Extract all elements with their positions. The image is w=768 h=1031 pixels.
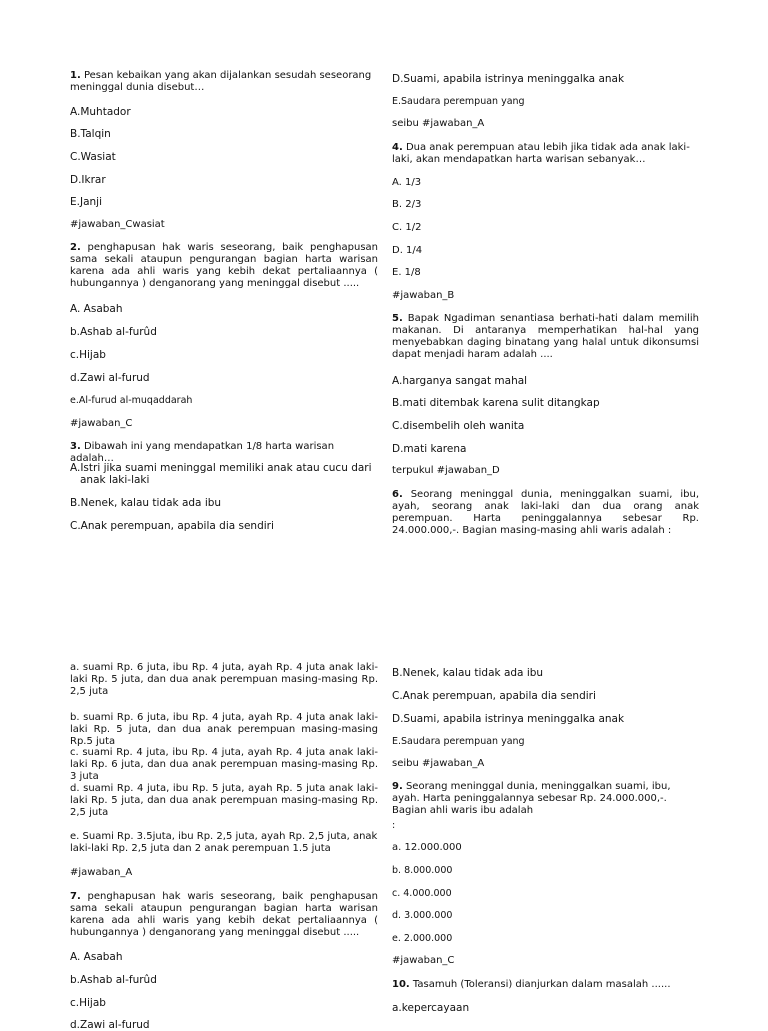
option: D.Ikrar xyxy=(70,174,106,186)
answer-key: #jawaban_C xyxy=(392,955,455,966)
question-text: penghapusan hak waris seseorang, baik penghapusan sama sekali ataupun pengurangan bagian harta warisan karena ada ahli waris yang kebih dekat pertaliaannya ( hubungannya ) denganorang yang meninggal disebut ..... xyxy=(70,891,378,938)
option: A. 1/3 xyxy=(392,177,422,188)
option: e. 2.000.000 xyxy=(392,933,453,944)
option: A. Asabah xyxy=(70,303,123,315)
option: e.Al-furud al-muqaddarah xyxy=(70,395,193,406)
question-text: Dibawah ini yang mendapatkan 1/8 harta warisan adalah… xyxy=(70,441,335,464)
question-number: 4. xyxy=(392,142,403,153)
answer-key: #jawaban_C xyxy=(70,418,133,429)
option: D.Suami, apabila istrinya meninggalka anak xyxy=(392,73,625,85)
option: D.mati karena xyxy=(392,443,467,455)
option: B.Nenek, kalau tidak ada ibu xyxy=(392,667,544,679)
option: E.Saudara perempuan yang xyxy=(392,96,525,107)
option: B.mati ditembak karena sulit ditangkap xyxy=(392,397,600,409)
answer-key: #jawaban_A xyxy=(70,867,133,878)
option: b. suami Rp. 6 juta, ibu Rp. 4 juta, ayah Rp. 4 juta anak laki-laki Rp. 5 juta, dan dua anak perempuan masing-masing Rp.5 juta xyxy=(70,712,378,747)
question-number: 2. xyxy=(70,242,81,253)
answer-key: #jawaban_B xyxy=(392,290,455,301)
question-text: Seorang meninggal dunia, meninggalkan suami, ibu, ayah. Harta peninggalannya sebesar Rp. 24.000.000,-. Bagian ahli waris ibu adalah xyxy=(392,781,671,816)
option: d. suami Rp. 4 juta, ibu Rp. 5 juta, ayah Rp. 5 juta anak laki-laki Rp. 5 juta, dan dua anak perempuan masing-masing Rp. 2,5 juta xyxy=(70,783,378,818)
option: b.Ashab al-furûd xyxy=(70,974,157,986)
question-number: 1. xyxy=(70,70,81,81)
answer-key: terpukul #jawaban_D xyxy=(392,465,500,476)
question-colon: : xyxy=(392,820,396,831)
question-text: Bapak Ngadiman senantiasa berhati-hati dalam memilih makanan. Di antaranya memperhatikan hal-hal yang menyebabkan daging binatang yang halal untuk dikonsumsi dapat menjadi haram adalah .... xyxy=(392,313,700,360)
question-number: 10. xyxy=(392,979,410,990)
question-text: penghapusan hak waris seseorang, baik penghapusan sama sekali ataupun pengurangan bagian harta warisan karena ada ahli waris yang kebih dekat pertaliaannya ( hubungannya ) denganorang yang meninggal disebut ..... xyxy=(70,242,378,289)
option: c. 4.000.000 xyxy=(392,888,452,899)
option: C.disembelih oleh wanita xyxy=(392,420,525,432)
option: C. 1/2 xyxy=(392,222,422,233)
option: D. 1/4 xyxy=(392,245,423,256)
option: B.Nenek, kalau tidak ada ibu xyxy=(70,497,222,509)
question-text: Tasamuh (Toleransi) dianjurkan dalam masalah ...... xyxy=(412,979,671,990)
option: E. 1/8 xyxy=(392,267,421,278)
option: C.Anak perempuan, apabila dia sendiri xyxy=(70,520,274,532)
question-number: 3. xyxy=(70,441,81,452)
option: E.Janji xyxy=(70,196,102,208)
question-number: 7. xyxy=(70,891,81,902)
option: A.harganya sangat mahal xyxy=(392,375,528,387)
option: a. 12.000.000 xyxy=(392,842,462,853)
option: b. 8.000.000 xyxy=(392,865,453,876)
option: A.Istri jika suami meninggal memiliki anak atau cucu dari anak laki-laki xyxy=(70,462,372,486)
question-number: 9. xyxy=(392,781,403,792)
option: c.Hijab xyxy=(70,997,106,1009)
option: d.Zawi al-furud xyxy=(70,1019,150,1031)
question-number: 6. xyxy=(392,489,403,500)
question-text: Dua anak perempuan atau lebih jika tidak ada anak laki-laki, akan mendapatkan harta warisan sebanyak… xyxy=(392,142,690,165)
option: d.Zawi al-furud xyxy=(70,372,150,384)
question-text: Pesan kebaikan yang akan dijalankan sesudah seseorang meninggal dunia disebut… xyxy=(70,70,372,93)
question-10 xyxy=(392,979,692,991)
answer-key: seibu #jawaban_A xyxy=(392,118,485,129)
option: C.Wasiat xyxy=(70,151,116,163)
option: e. Suami Rp. 3.5juta, ibu Rp. 2,5 juta, ayah Rp. 2,5 juta, anak laki-laki Rp. 2,5 juta dan 2 anak perempuan 1.5 juta xyxy=(70,831,378,854)
option: C.Anak perempuan, apabila dia sendiri xyxy=(392,690,596,702)
option: A.Muhtador xyxy=(70,106,131,118)
question-text: Seorang meninggal dunia, meninggalkan suami, ibu, ayah, seorang anak laki-laki dan dua orang anak perempuan. Harta peninggalannya sebesar Rp. 24.000.000,-. Bagian masing-masing ahli waris adalah : xyxy=(392,489,699,536)
option: a. suami Rp. 6 juta, ibu Rp. 4 juta, ayah Rp. 4 juta anak laki-laki Rp. 5 juta, dan dua anak perempuan masing-masing Rp. 2,5 juta xyxy=(70,662,378,697)
option: a.kepercayaan xyxy=(392,1002,470,1014)
option: d. 3.000.000 xyxy=(392,910,453,921)
answer-key: seibu #jawaban_A xyxy=(392,758,485,769)
option: B.Talqin xyxy=(70,128,111,140)
question-number: 5. xyxy=(392,313,403,324)
answer-key: #jawaban_Cwasiat xyxy=(70,219,165,230)
option: A. Asabah xyxy=(70,951,123,963)
option: c.Hijab xyxy=(70,349,106,361)
question-9 xyxy=(392,781,692,817)
question-7 xyxy=(70,891,378,939)
option: B. 2/3 xyxy=(392,199,422,210)
option: E.Saudara perempuan yang xyxy=(392,736,525,747)
option: c. suami Rp. 4 juta, ibu Rp. 4 juta, ayah Rp. 4 juta anak laki-laki Rp. 6 juta, dan dua anak perempuan masing-masing Rp. 3 juta xyxy=(70,747,378,782)
option: b.Ashab al-furûd xyxy=(70,326,157,338)
option: D.Suami, apabila istrinya meninggalka anak xyxy=(392,713,625,725)
